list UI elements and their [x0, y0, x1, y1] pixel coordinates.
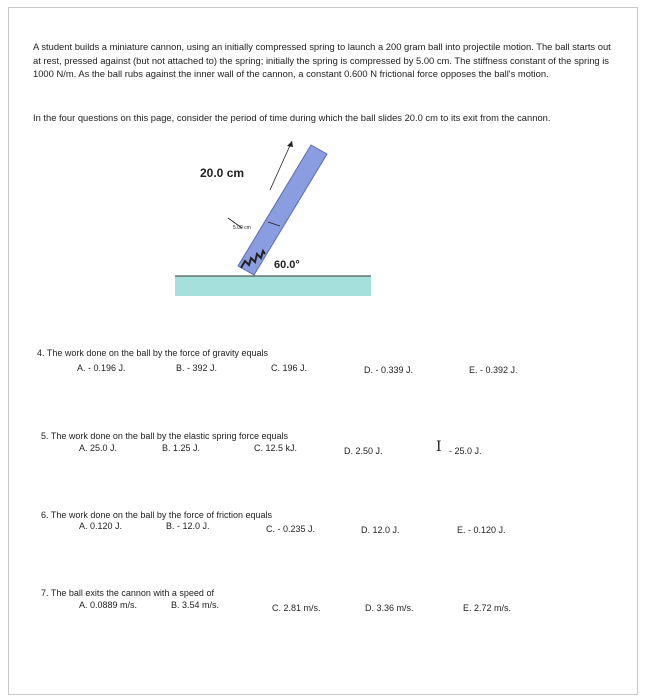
- q4-option-c: C. 196 J.: [271, 363, 308, 373]
- q4-option-e: E. - 0.392 J.: [469, 365, 518, 375]
- length-label: 20.0 cm: [200, 166, 245, 180]
- q4-option-b: B. - 392 J.: [176, 363, 218, 373]
- question-7-prompt: 7. The ball exits the cannon with a speed of: [41, 588, 214, 598]
- cannon-tube: [238, 145, 327, 275]
- q5-option-a: A. 25.0 J.: [79, 443, 118, 453]
- q6-option-c: C. - 0.235 J.: [266, 524, 316, 534]
- question-4-prompt: 4. The work done on the ball by the force of gravity equals: [37, 348, 268, 358]
- problem-intro: A student builds a miniature cannon, using an initially compressed spring to launch a 200 gram ball into projectile motion. The ball starts out at rest, pressed against (but not attached to) the spring; initially the spring is compressed by 5.00 cm. The stiffness constant of the spring is 1000 N/m. As the ball rubs against the inner wall of the cannon, a constant 0.600 N frictional force opposes the ball's motion.: [33, 41, 611, 80]
- text-cursor-icon: I: [436, 439, 442, 455]
- length-arrowhead: [287, 141, 293, 147]
- q5-option-c: C. 12.5 kJ.: [254, 443, 298, 453]
- q7-option-e: E. 2.72 m/s.: [463, 603, 512, 613]
- cannon-diagram: [170, 130, 390, 300]
- ground-block: [175, 276, 371, 296]
- q6-option-b: B. - 12.0 J.: [166, 521, 210, 531]
- q7-option-b: B. 3.54 m/s.: [171, 600, 220, 610]
- angle-label: 60.0°: [274, 259, 300, 271]
- q4-option-a: A. - 0.196 J.: [77, 363, 126, 373]
- q6-option-e: E. - 0.120 J.: [457, 525, 506, 535]
- q4-option-d: D. - 0.339 J.: [364, 365, 414, 375]
- q5-option-b: B. 1.25 J.: [162, 443, 201, 453]
- q7-option-a: A. 0.0889 m/s.: [79, 600, 138, 610]
- spring-length-label: 5.00 cm: [233, 225, 251, 231]
- q5-option-d: D. 2.50 J.: [344, 446, 383, 456]
- question-5-prompt: 5. The work done on the ball by the elastic spring force equals: [41, 431, 288, 441]
- q7-option-c: C. 2.81 m/s.: [272, 603, 321, 613]
- q6-option-a: A. 0.120 J.: [79, 521, 123, 531]
- q7-option-d: D. 3.36 m/s.: [365, 603, 414, 613]
- question-6-prompt: 6. The work done on the ball by the force of friction equals: [41, 510, 272, 520]
- q5-option-e: - 25.0 J.: [449, 446, 482, 456]
- problem-instruction: In the four questions on this page, consider the period of time during which the ball slides 20.0 cm to its exit from the cannon.: [33, 112, 551, 123]
- q6-option-d: D. 12.0 J.: [361, 525, 400, 535]
